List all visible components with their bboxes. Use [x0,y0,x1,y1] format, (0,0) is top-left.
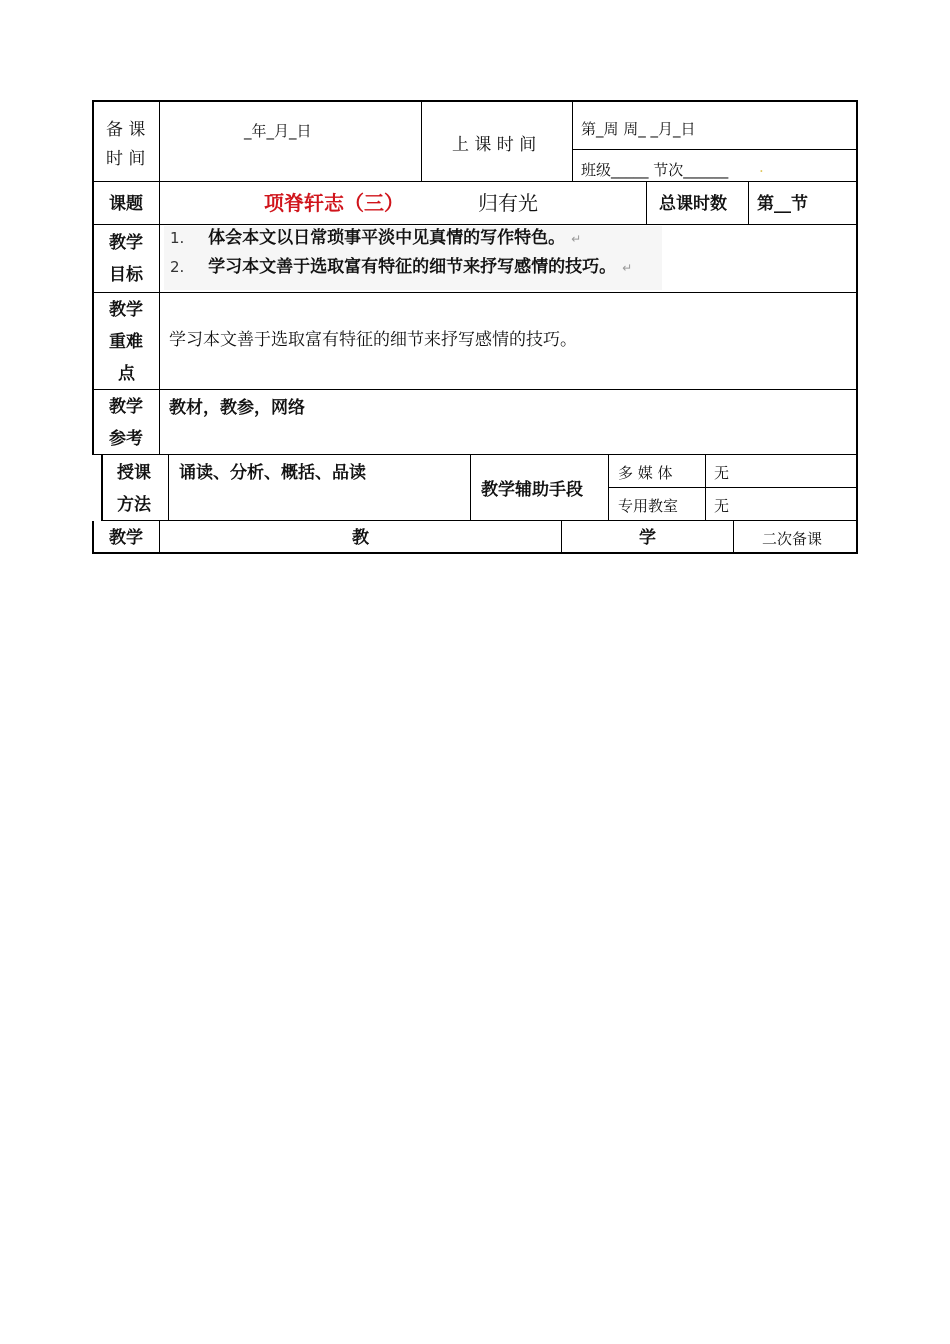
topic-label: 课题 [109,194,143,214]
process-header-row [92,521,858,554]
return-mark-icon: ↵ [571,232,582,246]
process-col1-label: 教学 [109,528,143,548]
aids-type-cell [608,455,706,521]
methods-label-cell [101,455,169,521]
multimedia-label: 多 媒 体 [618,464,673,482]
references-content: 教材，教参，网络 [169,398,305,418]
key-points-content-cell [159,293,858,390]
goals-row [92,225,858,293]
methods-label-1: 授课 [117,463,151,483]
classroom-value: 无 [714,497,730,515]
key-points-content: 学习本文善于选取富有特征的细节来抒写感情的技巧。 [169,330,577,350]
topic-row [92,182,858,225]
key-points-label-1: 教学 [109,300,143,320]
prep-time-label-cell [92,100,160,182]
goal-number-1: 1. [170,229,185,247]
prep-time-label-1: 备 课 [106,120,146,140]
key-points-row [92,293,858,390]
process-col3-cell [561,521,734,554]
process-col2-label: 教 [352,528,369,548]
references-row [92,390,858,455]
session-label: 第__节 [757,194,808,214]
key-points-label-cell [92,293,160,390]
class-time-label: 上 课 时 间 [452,135,537,155]
prep-date-value: _年_月_日 [244,122,312,140]
class-section-line: 班级_____ 节次______ [581,161,729,179]
methods-content-cell [168,455,471,521]
total-hours-cell [646,182,749,225]
multimedia-value: 无 [714,464,730,482]
return-mark-icon: ↵ [622,261,633,275]
references-label-cell [92,390,160,455]
goal-item-1 [170,230,581,247]
process-col4-cell [733,521,858,554]
goals-label-1: 教学 [109,233,143,253]
process-col2-cell [159,521,562,554]
goal-item-2 [170,259,632,276]
week-line: 第_周 周_ _月_日 [581,120,696,138]
references-content-cell [159,390,858,455]
aids-label-cell [470,455,609,521]
prep-time-label-2: 时 间 [106,149,146,169]
key-points-label-2: 重难 [109,332,143,352]
references-label-2: 参考 [109,429,143,449]
class-time-label-cell [421,100,573,182]
stray-mark: . [759,158,764,176]
session-cell [748,182,858,225]
topic-author: 归有光 [478,191,538,215]
process-col3-label: 学 [639,528,656,548]
class-time-value-cell [572,100,858,182]
goals-label-2: 目标 [109,265,143,285]
time-row [92,100,858,182]
goals-label-cell [92,225,160,293]
prep-date-cell [159,100,422,182]
key-points-label-3: 点 [118,364,135,384]
goal-text-1: 体会本文以日常琐事平淡中见真情的写作特色。 [208,228,566,248]
classroom-label: 专用教室 [618,497,679,515]
topic-title: 项脊轩志（三） [264,191,404,215]
aids-type-divider [609,487,706,488]
aids-value-cell [705,455,858,521]
aids-value-divider [706,487,856,488]
goals-content-cell [159,225,858,293]
aids-label: 教学辅助手段 [481,480,583,500]
topic-title-cell [159,182,647,225]
topic-label-cell [92,182,160,225]
class-time-divider [573,149,856,150]
total-hours-label: 总课时数 [659,194,727,214]
process-col4-label: 二次备课 [762,530,823,548]
process-col1-cell [92,521,160,554]
methods-content: 诵读、分析、概括、品读 [179,463,366,483]
goal-number-2: 2. [170,258,185,276]
methods-label-2: 方法 [117,495,151,515]
goal-text-2: 学习本文善于选取富有特征的细节来抒写感情的技巧。 [208,257,617,277]
references-label-1: 教学 [109,397,143,417]
methods-row [101,455,858,521]
